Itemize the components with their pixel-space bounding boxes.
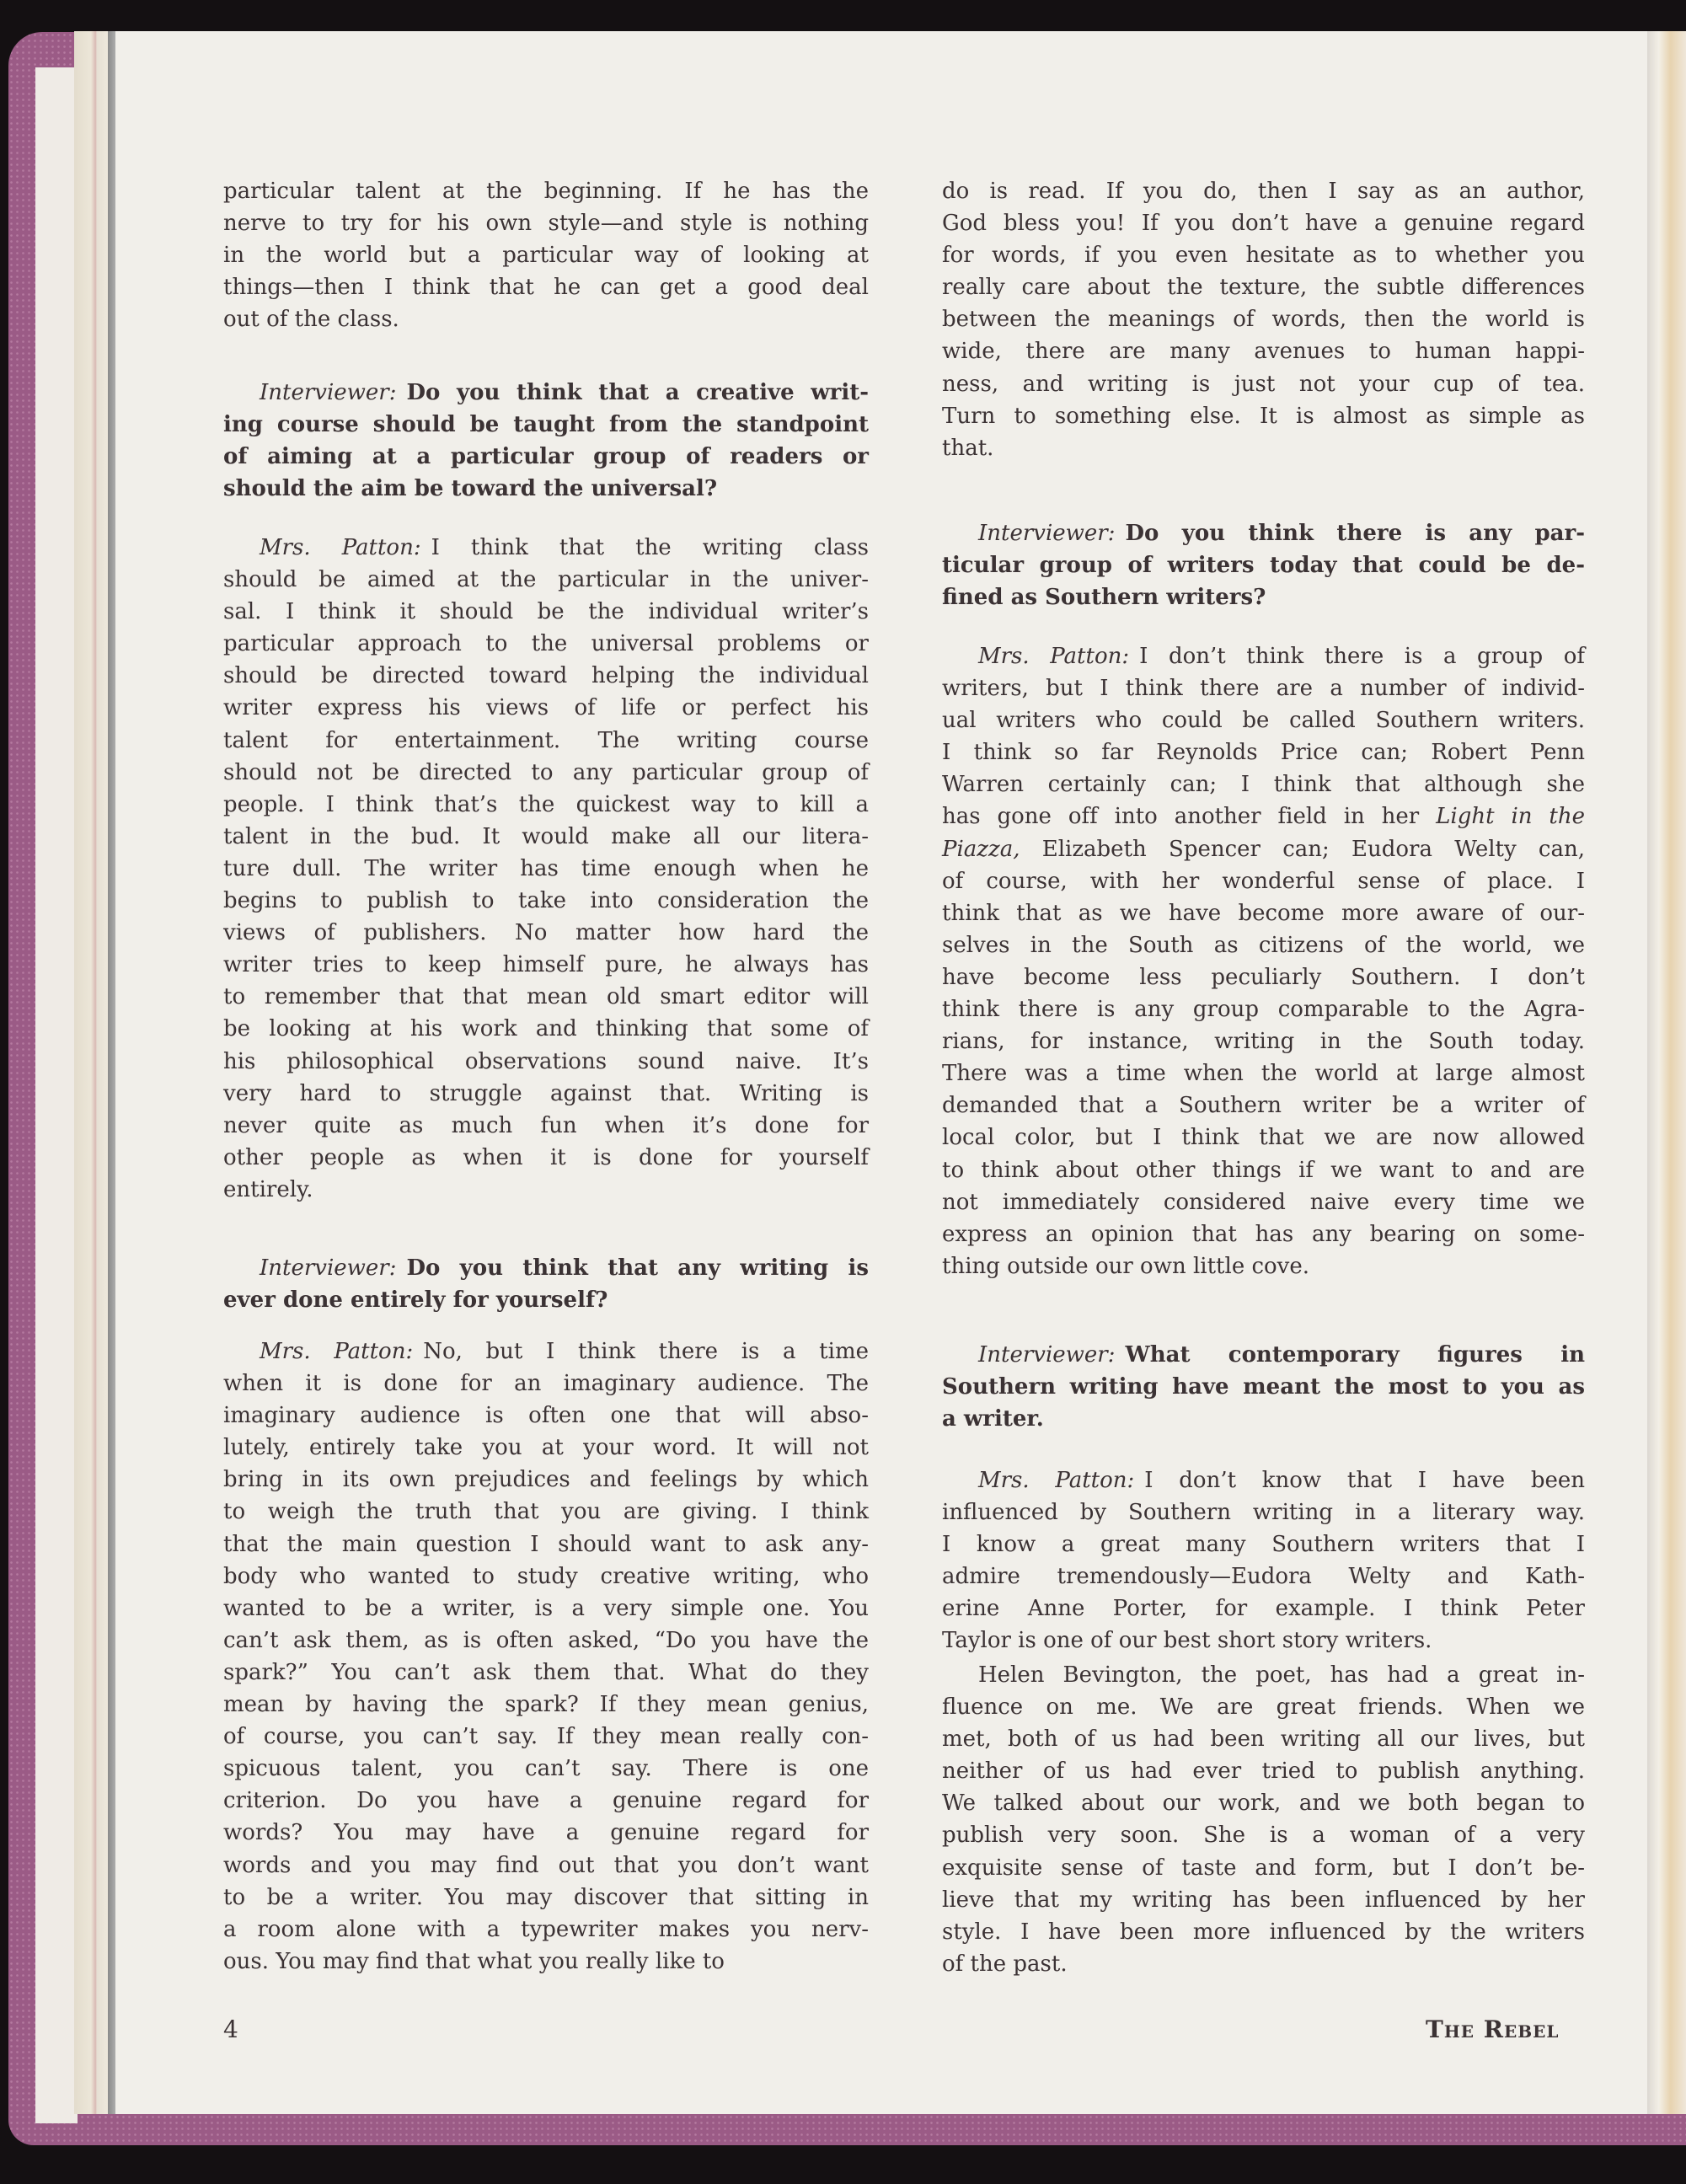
text-segment: should be aimed at the particular in the univer- <box>223 567 869 593</box>
text-line <box>942 800 1585 832</box>
text-segment: Warren certainly can; I think that although she <box>942 772 1585 798</box>
text-segment: No, but I think there is a time <box>423 1339 869 1364</box>
text-segment: think that as we have become more aware of our- <box>942 900 1585 926</box>
text-segment: should the aim be toward the universal? <box>223 476 718 502</box>
running-footer-title: The Rebel <box>1426 2015 1560 2043</box>
interviewer-question <box>223 377 869 505</box>
text-segment: neither of us had ever tried to publish anything. <box>942 1758 1585 1785</box>
text-segment: ture dull. The writer has time enough when he <box>223 855 869 881</box>
text-segment: Turn to something else. It is almost as simple as <box>942 403 1585 429</box>
text-segment: should be directed toward helping the individual <box>223 663 869 689</box>
text-segment: There was a time when the world at large almost <box>942 1061 1585 1087</box>
text-segment: should not be directed to any particular group of <box>223 759 869 785</box>
text-line <box>942 1659 1585 1691</box>
text-segment: I don’t think there is a group of <box>1139 644 1585 669</box>
text-line <box>942 1057 1585 1089</box>
text-line <box>223 757 869 789</box>
text-line <box>223 1657 869 1689</box>
text-segment: never quite as much fun when it’s done for <box>223 1112 869 1138</box>
text-segment: body who wanted to study creative writing, who <box>223 1563 869 1589</box>
text-line <box>223 596 869 628</box>
text-segment: between the meanings of words, then the world is <box>942 307 1585 333</box>
speaker-label: Mrs. Patton: <box>260 1339 414 1364</box>
text-segment: selves in the South as citizens of the world, we <box>942 932 1585 958</box>
text-segment: spicuous talent, you can’t say. There is one <box>223 1756 869 1782</box>
text-line <box>942 1592 1585 1625</box>
text-line <box>223 1464 869 1496</box>
text-line <box>223 1625 869 1657</box>
text-line <box>223 1110 869 1142</box>
inner-board <box>35 67 78 2123</box>
speaker-label: Interviewer: <box>260 380 397 405</box>
text-line <box>223 1817 869 1849</box>
text-line <box>223 917 869 949</box>
text-line <box>223 1400 869 1432</box>
text-segment: wide, there are many avenues to human happi- <box>942 339 1585 365</box>
text-line <box>942 1339 1585 1371</box>
text-line <box>223 853 869 885</box>
interviewer-question <box>942 1339 1585 1435</box>
text-line <box>223 271 869 303</box>
text-segment: have become less peculiarly Southern. I don’t <box>942 964 1585 990</box>
text-line <box>942 1025 1585 1057</box>
text-line <box>942 1560 1585 1592</box>
text-line <box>942 1884 1585 1916</box>
text-line <box>942 1625 1585 1657</box>
interviewer-question <box>223 1252 869 1316</box>
text-segment: to remember that that mean old smart editor will <box>223 984 869 1010</box>
text-line <box>223 1174 869 1206</box>
body-paragraph <box>223 175 869 335</box>
text-segment: particular talent at the beginning. If he has the <box>223 179 869 204</box>
text-segment: of the past. <box>942 1951 1068 1977</box>
text-line <box>942 1528 1585 1560</box>
text-line <box>223 1142 869 1174</box>
text-segment: that the main question I should want to ask any- <box>223 1531 869 1557</box>
text-segment: when it is done for an imaginary audience. The <box>223 1371 869 1397</box>
text-line <box>223 1753 869 1785</box>
text-line <box>223 239 869 271</box>
text-line <box>942 207 1585 239</box>
text-segment: out of the class. <box>223 307 399 333</box>
text-line <box>942 303 1585 335</box>
speaker-label: Mrs. Patton: <box>260 535 421 560</box>
speaker-label: Mrs. Patton: <box>978 644 1130 669</box>
text-segment: to be a writer. You may discover that sitting in <box>223 1884 869 1910</box>
text-segment: bring in its own prejudices and feelings by which <box>223 1467 869 1493</box>
text-segment: that. <box>942 435 994 461</box>
text-segment: express an opinion that has any bearing on some- <box>942 1221 1585 1247</box>
text-line <box>942 1154 1585 1186</box>
text-segment: I know a great many Southern writers that I <box>942 1532 1585 1558</box>
text-segment: rians, for instance, writing in the South today. <box>942 1029 1585 1055</box>
text-line <box>223 1689 869 1721</box>
book-title-italic: Light in the <box>1436 804 1585 830</box>
text-segment: fined as Southern writers? <box>942 585 1266 611</box>
text-segment: local color, but I think that we are now allowed <box>942 1125 1585 1151</box>
text-segment: spark?” You can’t ask them that. What do they <box>223 1659 869 1685</box>
text-segment: God bless you! If you don’t have a genuine regard <box>942 211 1585 237</box>
text-segment: ness, and writing is just not your cup of tea. <box>942 371 1585 397</box>
text-line <box>223 377 869 409</box>
text-line <box>942 239 1585 271</box>
text-line <box>223 207 869 239</box>
text-segment: Southern writing have meant the most to you as <box>942 1374 1585 1400</box>
text-line <box>942 1464 1585 1496</box>
text-segment: Do you think there is any par- <box>1125 521 1585 546</box>
text-line <box>223 564 869 596</box>
text-segment: of course, you can’t say. If they mean really con- <box>223 1724 869 1750</box>
text-line <box>942 335 1585 367</box>
text-line <box>223 981 869 1013</box>
text-line <box>942 833 1585 865</box>
text-segment: for words, if you even hesitate as to whether you <box>942 243 1585 269</box>
text-line <box>223 1882 869 1914</box>
text-line <box>223 821 869 853</box>
text-line <box>223 949 869 981</box>
text-line <box>942 1787 1585 1819</box>
text-segment: demanded that a Southern writer be a writer of <box>942 1093 1585 1119</box>
text-segment: writers, but I think there are a number of individ- <box>942 676 1585 702</box>
text-segment: lutely, entirely take you at your word. It will not <box>223 1435 869 1461</box>
text-line <box>942 1121 1585 1154</box>
text-line <box>223 1078 869 1110</box>
text-line <box>942 704 1585 736</box>
text-segment: Taylor is one of our best short story writers. <box>942 1628 1432 1654</box>
text-segment: exquisite sense of taste and form, but I don’t be- <box>942 1855 1585 1881</box>
text-line <box>223 660 869 692</box>
text-line <box>223 532 869 564</box>
text-line <box>942 1916 1585 1948</box>
text-line <box>223 1432 869 1464</box>
text-line <box>942 271 1585 303</box>
text-segment: be looking at his work and thinking that some of <box>223 1016 869 1042</box>
text-segment: Do you think that a creative writ- <box>406 380 869 405</box>
text-segment: ing course should be taught from the standpoint <box>223 412 869 438</box>
text-segment: to think about other things if we want to and are <box>942 1157 1585 1183</box>
text-line <box>942 993 1585 1025</box>
speaker-label: Interviewer: <box>978 521 1116 546</box>
text-segment: imaginary audience is often one that will abso- <box>223 1403 869 1429</box>
text-segment: to weigh the truth that you are giving. I think <box>223 1499 869 1525</box>
text-line <box>942 549 1585 581</box>
text-segment: things—then I think that he can get a good deal <box>223 275 869 301</box>
text-line <box>942 1852 1585 1884</box>
text-line <box>942 1250 1585 1282</box>
text-segment: not immediately considered naive every time we <box>942 1189 1585 1215</box>
text-segment: people. I think that’s the quickest way to kill a <box>223 791 869 817</box>
text-segment: in the world but a particular way of looking at <box>223 243 869 269</box>
text-line <box>223 1849 869 1882</box>
text-segment: views of publishers. No matter how hard the <box>223 920 869 946</box>
text-segment: wanted to be a writer, is a very simple one. You <box>223 1595 869 1621</box>
text-line <box>942 768 1585 800</box>
text-segment: his philosophical observations sound naive. It’s <box>223 1048 869 1074</box>
text-line <box>942 1755 1585 1787</box>
text-line <box>942 961 1585 993</box>
text-line <box>942 929 1585 961</box>
text-segment: lieve that my writing has been influenced by her <box>942 1887 1585 1913</box>
text-segment: I don’t know that I have been <box>1144 1468 1585 1493</box>
text-line <box>942 1691 1585 1723</box>
text-line <box>223 1046 869 1078</box>
body-paragraph <box>942 1659 1585 1980</box>
patton-answer <box>942 640 1585 1282</box>
text-segment: think there is any group comparable to the Agra- <box>942 997 1585 1023</box>
text-line <box>223 1284 869 1316</box>
text-segment: a writer. <box>942 1406 1044 1432</box>
book-title-italic: Piazza, <box>942 836 1020 862</box>
text-segment: can’t ask them, as is often asked, “Do you have the <box>223 1627 869 1653</box>
text-segment: fluence on me. We are great friends. When we <box>942 1694 1585 1721</box>
text-segment: words? You may have a genuine regard for <box>223 1820 869 1846</box>
text-segment: mean by having the spark? If they mean genius, <box>223 1692 869 1718</box>
text-line <box>223 1592 869 1625</box>
interviewer-question <box>942 517 1585 613</box>
text-segment: ous. You may find that what you really like to <box>223 1948 725 1974</box>
text-line <box>223 1368 869 1400</box>
page-number: 4 <box>223 2015 238 2043</box>
text-segment: talent in the bud. It would make all our litera- <box>223 823 869 849</box>
text-segment: particular approach to the universal problems or <box>223 631 869 657</box>
page-stack-edge <box>74 31 116 2114</box>
patton-answer <box>223 532 869 1206</box>
text-segment: entirely. <box>223 1176 313 1202</box>
text-line <box>942 897 1585 929</box>
text-segment: of aiming at a particular group of readers or <box>223 444 869 470</box>
text-segment: do is read. If you do, then I say as an author, <box>942 179 1585 204</box>
text-line <box>223 628 869 660</box>
text-segment: really care about the texture, the subtle differences <box>942 275 1585 301</box>
text-segment: sal. I think it should be the individual writer’s <box>223 599 869 625</box>
text-segment: has gone off into another field in her <box>942 804 1437 830</box>
text-line <box>942 640 1585 672</box>
text-line <box>942 1403 1585 1435</box>
text-segment: thing outside our own little cove. <box>942 1253 1310 1279</box>
text-line <box>223 1013 869 1045</box>
text-line <box>942 368 1585 400</box>
text-segment: criterion. Do you have a genuine regard for <box>223 1788 869 1814</box>
text-line <box>223 1496 869 1528</box>
facing-page-edge <box>1647 31 1686 2114</box>
text-line <box>942 400 1585 432</box>
text-line <box>942 581 1585 613</box>
text-segment: style. I have been more influenced by the writers <box>942 1919 1585 1945</box>
text-segment: Helen Bevington, the poet, has had a great in- <box>978 1662 1585 1688</box>
text-segment: ual writers who could be called Southern writers. <box>942 708 1585 734</box>
text-line <box>942 1218 1585 1250</box>
body-paragraph <box>942 175 1585 464</box>
text-line <box>223 1946 869 1978</box>
text-segment: ticular group of writers today that could be de- <box>942 553 1585 579</box>
text-segment: other people as when it is done for yourself <box>223 1144 869 1170</box>
text-line <box>942 672 1585 704</box>
text-segment: of course, with her wonderful sense of place. I <box>942 868 1585 894</box>
text-line <box>223 1914 869 1946</box>
text-line <box>223 1721 869 1753</box>
text-line <box>942 1948 1585 1980</box>
text-line <box>942 175 1585 207</box>
text-line <box>942 1496 1585 1528</box>
text-line <box>223 1336 869 1368</box>
text-line <box>223 692 869 724</box>
text-line <box>223 175 869 207</box>
text-segment: influenced by Southern writing in a literary way. <box>942 1500 1585 1526</box>
text-segment: writer tries to keep himself pure, he always has <box>223 952 869 978</box>
text-line <box>223 725 869 757</box>
text-segment: begins to publish to take into consideration the <box>223 888 869 914</box>
text-segment: nerve to try for his own style—and style is nothing <box>223 211 869 237</box>
text-segment: erine Anne Porter, for example. I think Peter <box>942 1596 1585 1622</box>
text-segment: talent for entertainment. The writing course <box>223 727 869 753</box>
text-line <box>223 1785 869 1817</box>
text-line <box>942 1186 1585 1218</box>
speaker-label: Interviewer: <box>978 1342 1116 1368</box>
text-line <box>942 1089 1585 1121</box>
text-line <box>223 1560 869 1592</box>
text-line <box>942 517 1585 549</box>
speaker-label: Interviewer: <box>260 1255 397 1281</box>
text-segment: met, both of us had been writing all our lives, but <box>942 1726 1585 1753</box>
text-segment: What contemporary figures in <box>1125 1342 1585 1368</box>
text-line <box>223 1528 869 1560</box>
text-segment: admire tremendously—Eudora Welty and Kath- <box>942 1564 1585 1590</box>
text-line <box>223 789 869 821</box>
text-line <box>223 885 869 917</box>
text-segment: Elizabeth Spencer can; Eudora Welty can, <box>1020 836 1585 862</box>
text-line <box>942 1819 1585 1851</box>
text-segment: very hard to struggle against that. Writing is <box>223 1080 869 1106</box>
text-line <box>942 1723 1585 1755</box>
text-line <box>942 432 1585 464</box>
text-segment: Do you think that any writing is <box>406 1255 869 1281</box>
text-segment: ever done entirely for yourself? <box>223 1287 608 1314</box>
text-segment: writer express his views of life or perfect his <box>223 695 869 721</box>
text-segment: words and you may find out that you don’t want <box>223 1852 869 1878</box>
text-segment: publish very soon. She is a woman of a very <box>942 1823 1585 1849</box>
text-line <box>942 865 1585 897</box>
text-segment: a room alone with a typewriter makes you nerv- <box>223 1916 869 1942</box>
text-segment: I think that the writing class <box>431 535 869 560</box>
patton-answer <box>223 1336 869 1978</box>
text-line <box>223 441 869 473</box>
text-line <box>942 736 1585 768</box>
text-line <box>223 409 869 441</box>
text-line <box>223 1252 869 1284</box>
text-line <box>223 473 869 505</box>
speaker-label: Mrs. Patton: <box>978 1468 1135 1493</box>
text-line <box>223 303 869 335</box>
text-segment: I think so far Reynolds Price can; Robert Penn <box>942 740 1585 766</box>
text-line <box>942 1371 1585 1403</box>
text-segment: We talked about our work, and we both began to <box>942 1791 1585 1817</box>
patton-answer <box>942 1464 1585 1657</box>
